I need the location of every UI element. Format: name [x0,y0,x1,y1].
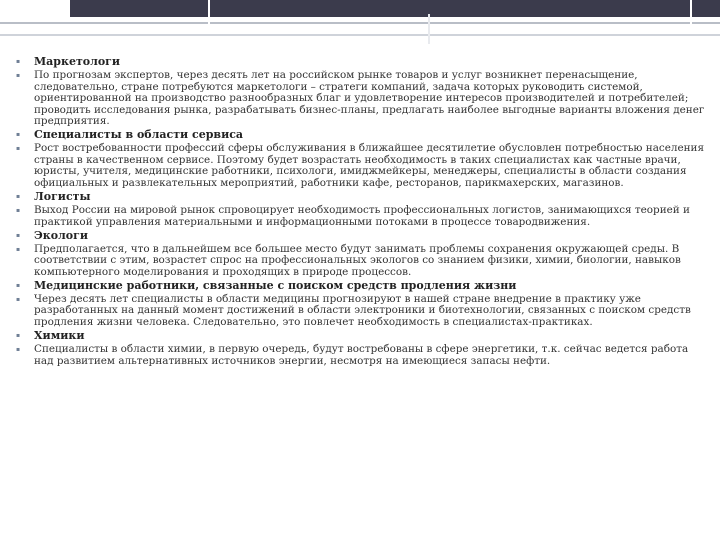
header-notch [428,14,430,44]
header-dark-band [70,0,720,17]
header-notch [208,0,210,26]
list-item-text: ▪ По прогнозам экспертов, через десять лет на российском рынке товаров и услуг возникнет перенасыщение, следовательно, стране потребуются маркетологи – стратеги компаний, задача которых руководить системой, ориентированной на производство разнообразных благ и удовлетворение интересов производителей и потребителей; проводить исследования рынка, разрабатывать бизнес-планы, предлагать наиболее выгодные варианты вложения денег предприятия. [16,70,706,128]
header-notch [690,0,692,26]
profession-list [16,56,706,369]
list-item-text: ▪ Специалисты в области химии, в первую очередь, будут востребованы в сфере энергетики, т.к. сейчас ведется работа над развитием альтернативных источников энергии, несмотря на имеющиеся запасы нефти. [16,344,706,367]
header-rule-upper [0,22,720,24]
list-item-heading: ▪ Маркетологи [16,56,706,68]
slide-header-decoration [0,0,720,44]
list-item-heading: ▪ Специалисты в области сервиса [16,129,706,141]
list-item-heading: ▪ Экологи [16,230,706,242]
header-rule-lower [0,34,720,36]
list-item-text: ▪ Выход России на мировой рынок спровоцирует необходимость профессиональных логистов, занимающихся теорией и практикой управления материальными и информационными потоками в процессе товародвижения. [16,205,706,228]
list-item-text: ▪ Рост востребованности профессий сферы обслуживания в ближайшее десятилетие обусловлен потребностью населения страны в качественном сервисе. Поэтому будет возрастать необходимость в таких специалистах как частные врачи, юристы, учителя, медицинские работники, психологи, имиджмейкеры, менеджеры, специалисты в области создания официальных и развлекательных мероприятий, работники кафе, ресторанов, парикмахерских, магазинов. [16,143,706,189]
list-item-heading: ▪ Логисты [16,191,706,203]
list-item-heading: ▪ Химики [16,330,706,342]
list-item-text: ▪ Предполагается, что в дальнейшем все большее место будут занимать проблемы сохранения окружающей среды. В соответствии с этим, возрастет спрос на профессиональных экологов со знанием физики, химии, биологии, навыков компьютерного моделирования и проходящих в природе процессов. [16,244,706,279]
list-item-text: ▪ Через десять лет специалисты в области медицины прогнозируют в нашей стране внедрение в практику уже разработанных на данный момент достижений в области электроники и биотехнологии, связанных с поиском средств продления жизни человека. Следовательно, это повлечет необходимость в специалистах-практиках. [16,294,706,329]
list-item-heading: ▪ Медицинские работники, связанные с поиском средств продления жизни [16,280,706,292]
